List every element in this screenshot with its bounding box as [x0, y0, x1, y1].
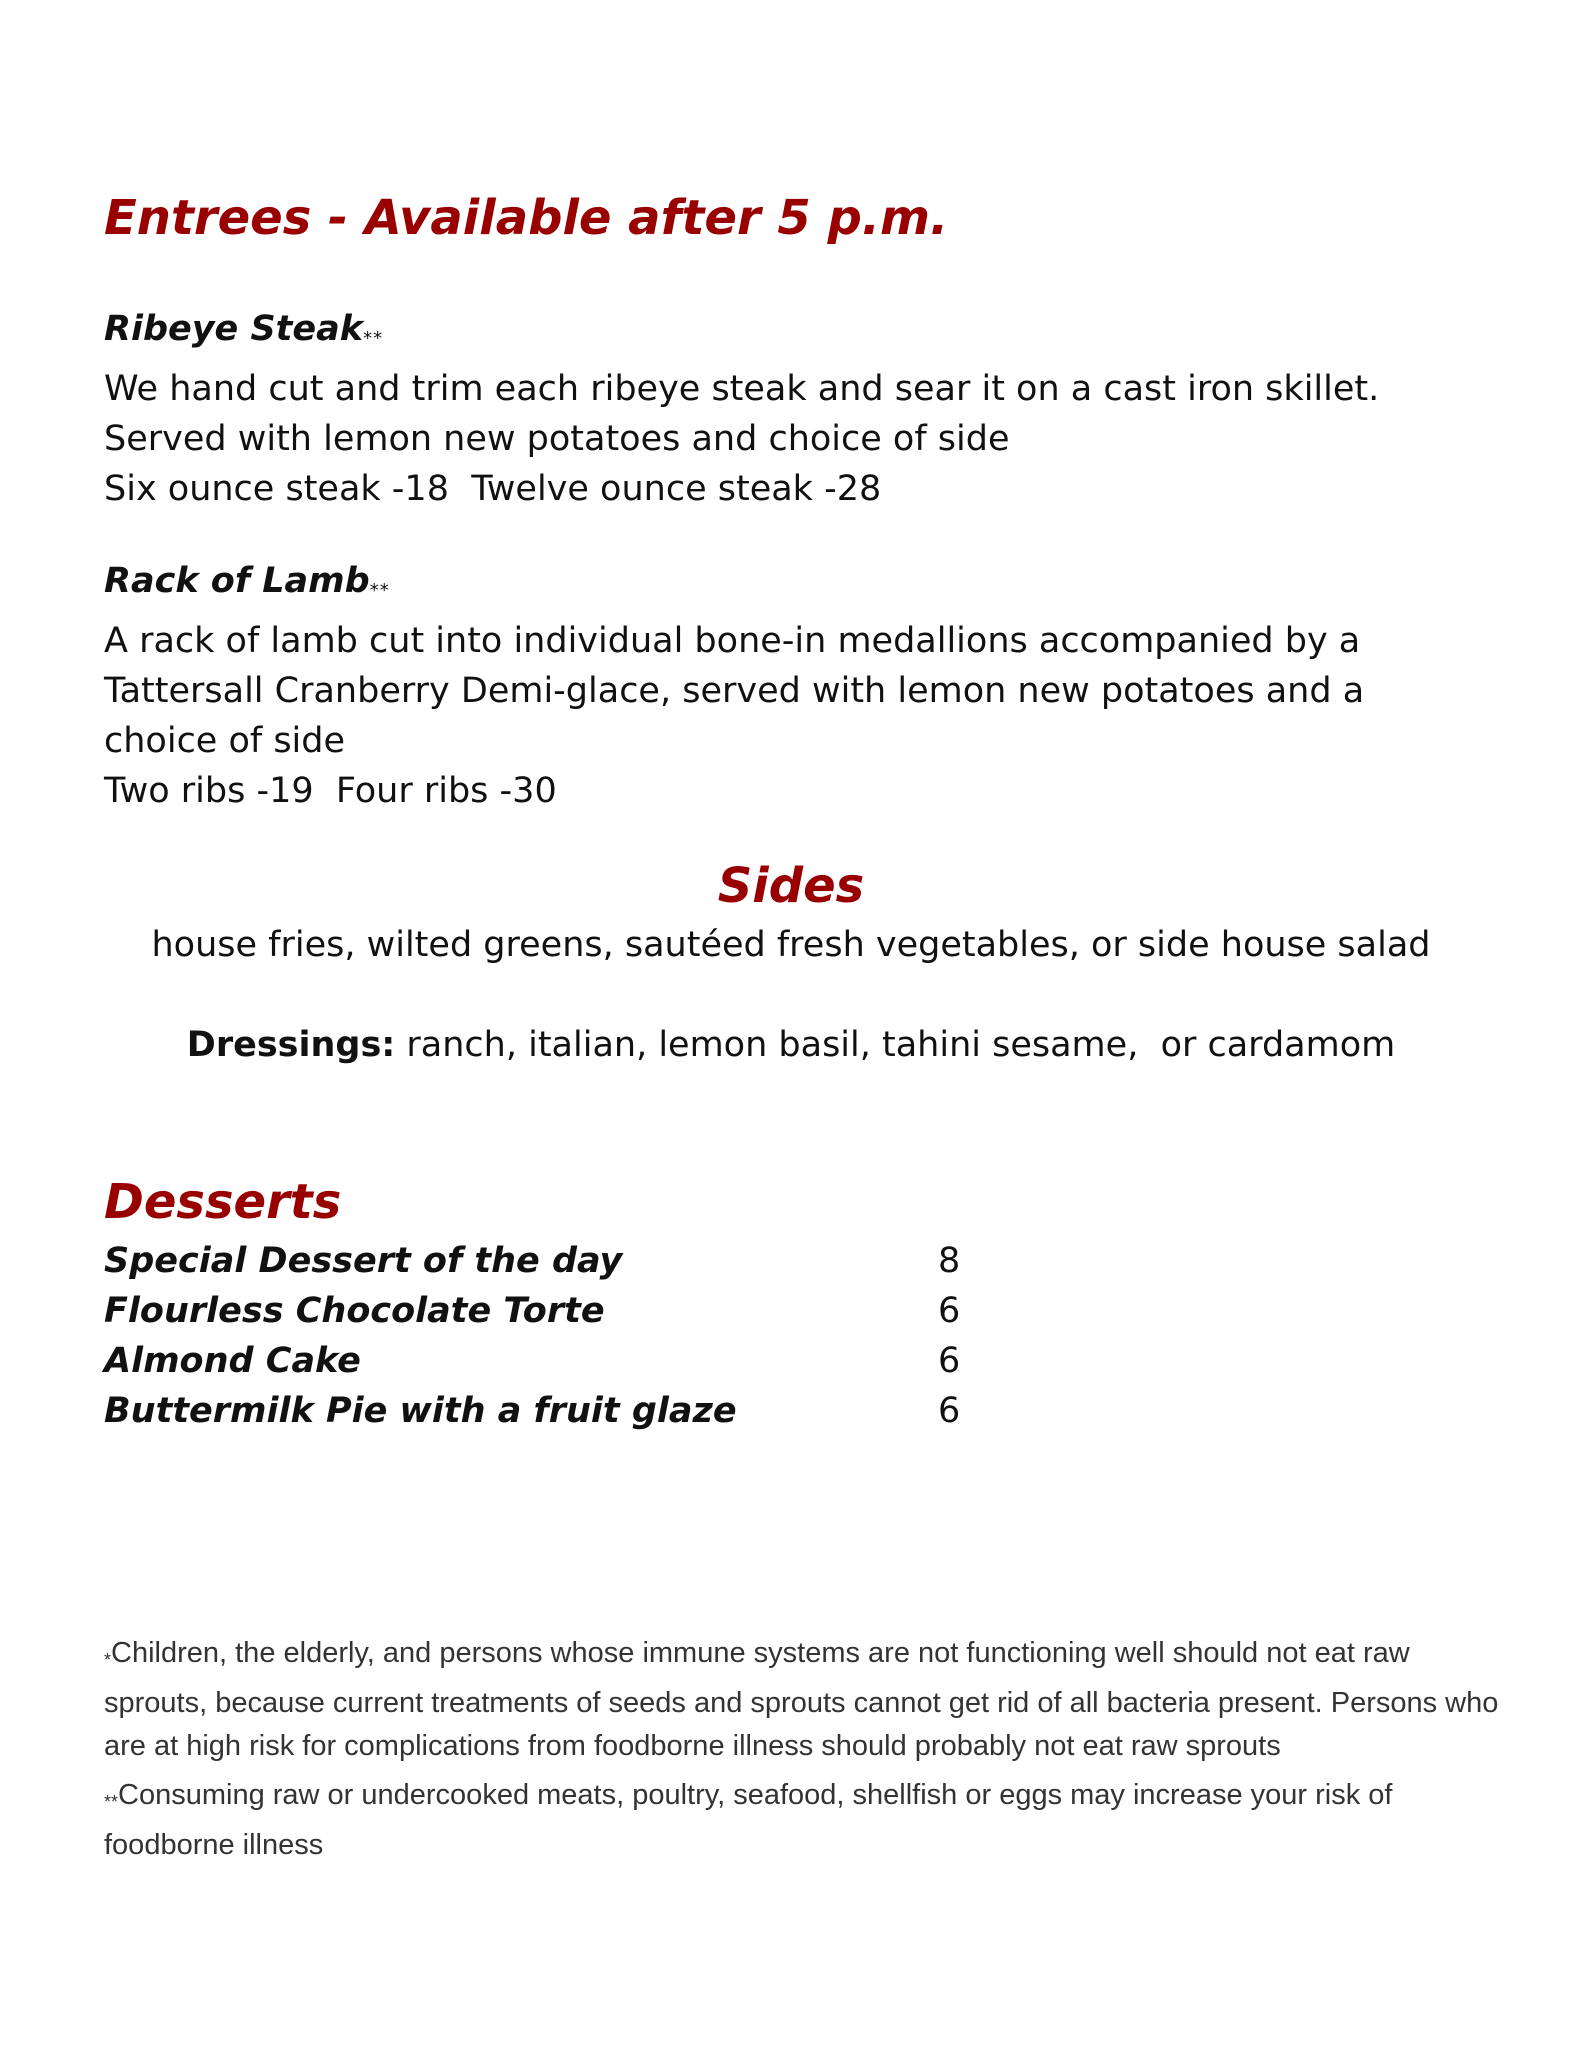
item-price-line: Two ribs -19 Four ribs -30	[104, 771, 557, 811]
dessert-price: 6	[938, 1291, 961, 1331]
item-description-line: A rack of lamb cut into individual bone-in medallions accompanied by a	[104, 621, 1361, 661]
dessert-price: 6	[938, 1391, 961, 1431]
item-name-text: Ribeye Steak	[104, 309, 364, 349]
item-name	[104, 556, 1504, 616]
dessert-price: 6	[938, 1341, 961, 1381]
footnote-marker: **	[363, 328, 384, 349]
sides-list: house fries, wilted greens, sautéed fresh vegetables, or side house salad	[151, 925, 1431, 965]
dessert-row	[104, 1336, 1104, 1386]
footnote-marker: **	[104, 1792, 119, 1812]
dessert-price: 8	[938, 1241, 961, 1281]
footnote-text: Children, the elderly, and persons whose immune systems are not functioning well should not eat raw sprouts, because current treatments of seeds and sprouts cannot get rid of all bacteria present. Persons who are at high risk for complications from foodborne illness should probably not eat raw sprouts	[104, 1637, 1499, 1762]
dressings-label: Dressings:	[186, 1025, 396, 1065]
footnote-marker: **	[369, 580, 390, 601]
menu-item-ribeye-steak	[104, 304, 1504, 514]
dessert-name: Buttermilk Pie with a fruit glaze	[104, 1391, 737, 1431]
dessert-name: Flourless Chocolate Torte	[104, 1291, 605, 1331]
item-price-line: Six ounce steak -18 Twelve ounce steak -28	[104, 469, 882, 509]
dessert-list	[104, 1236, 1104, 1436]
item-name	[104, 304, 1504, 364]
sides-heading: Sides	[717, 858, 865, 914]
entrees-heading: Entrees - Available after 5 p.m.	[104, 190, 949, 246]
item-description-line: Served with lemon new potatoes and choice of side	[104, 419, 1010, 459]
footnote-sprouts	[104, 1632, 1504, 1768]
menu-item-rack-of-lamb	[104, 556, 1504, 816]
desserts-heading: Desserts	[104, 1174, 342, 1230]
dessert-name: Almond Cake	[104, 1341, 361, 1381]
dessert-row	[104, 1236, 1104, 1286]
footnote-marker: *	[104, 1650, 112, 1670]
item-description-line: We hand cut and trim each ribeye steak and sear it on a cast iron skillet.	[104, 369, 1380, 409]
dressings-text: ranch, italian, lemon basil, tahini sesame, or cardamom	[395, 1025, 1396, 1065]
item-description-line: Tattersall Cranberry Demi-glace, served with lemon new potatoes and a	[104, 671, 1365, 711]
dessert-row	[104, 1386, 1104, 1436]
item-name-text: Rack of Lamb	[104, 561, 370, 601]
dessert-name: Special Dessert of the day	[104, 1241, 623, 1281]
footnote-text: Consuming raw or undercooked meats, poultry, seafood, shellfish or eggs may increase your risk of foodborne illness	[104, 1779, 1393, 1861]
dessert-row	[104, 1286, 1104, 1336]
dressings-line	[0, 1020, 1582, 1070]
footnote-raw-meat	[104, 1774, 1504, 1867]
footnotes	[104, 1632, 1504, 1873]
item-description-line: choice of side	[104, 721, 346, 761]
